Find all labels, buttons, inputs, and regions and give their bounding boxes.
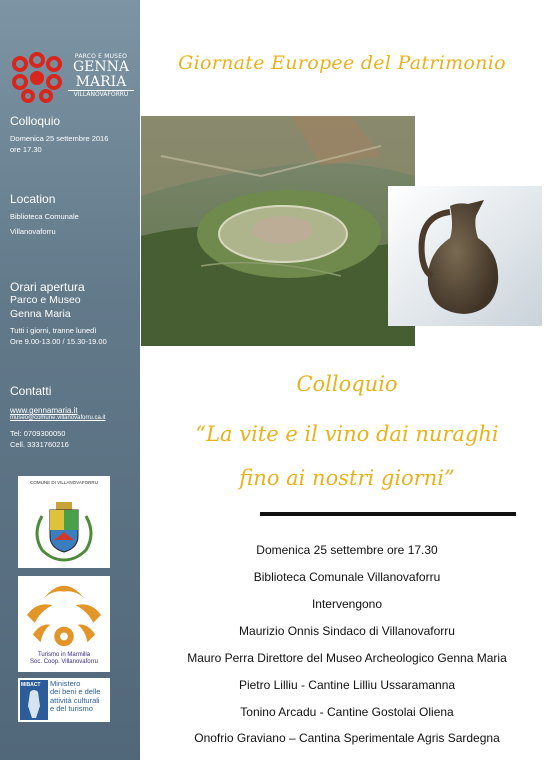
comune-badge-label: COMUNE DI VILLANOVAFORRU (30, 480, 98, 485)
mibact-line4: e del turismo (50, 703, 93, 713)
logo-line3: MARIA (75, 73, 127, 90)
turismo-badge-text (18, 652, 110, 666)
orari-heading: Orari apertura (10, 280, 85, 294)
info-line-speaker-onnis: Maurizio Onnis Sindaco di Villanovaforru (239, 624, 455, 638)
logo-text (68, 54, 134, 98)
info-line-speaker-arcadu: Tonino Arcadu - Cantine Gostolai Oliena (240, 705, 454, 719)
mibact-mark (20, 680, 48, 720)
turismo-badge (18, 576, 110, 672)
mibact-abbr: MiBACT (21, 682, 41, 688)
info-line-date: Domenica 25 settembre ore 17.30 (256, 543, 438, 557)
colloquio-time: ore 17.30 (10, 144, 42, 154)
orari-line3: Tutti i giorni, tranne lunedì (10, 326, 97, 336)
website-link[interactable]: www.gennamaria.it (10, 406, 78, 415)
sidebar-location (10, 192, 136, 238)
comune-badge (18, 476, 110, 568)
info-line-speaker-graviano: Onofrio Graviano – Cantina Sperimentale Agris Sardegna (194, 731, 500, 745)
sidebar (0, 0, 140, 760)
email-link[interactable]: museo@comune.villanovaforru.ca.it (10, 415, 106, 421)
location-line1: Biblioteca Comunale (10, 212, 79, 221)
logo-line4: VILLANOVAFORRU (68, 90, 134, 98)
mibact-line2: dei beni e delle (50, 687, 101, 697)
turismo-logo-icon (18, 576, 110, 654)
turismo-line2: Soc. Coop. Villanovaforru (30, 658, 98, 665)
logo-line1: PARCO E MUSEO (74, 53, 128, 60)
info-line-venue: Biblioteca Comunale Villanovaforru (253, 570, 441, 584)
mibact-badge (18, 678, 110, 722)
talk-kind: Colloquio (296, 372, 398, 396)
orari-line1: Parco e Museo (10, 294, 81, 306)
mibact-line3: attività culturali (50, 695, 100, 705)
logo-line2: GENNA (72, 59, 129, 75)
statue-icon (20, 680, 48, 720)
turismo-line1: Turismo in Marmilla (37, 652, 91, 658)
info-line-speaker-perra: Mauro Perra Direttore del Museo Archeologico Genna Maria (187, 651, 507, 665)
contatti-cell: Cell. 3331760216 (10, 439, 69, 449)
mibact-text (50, 680, 110, 713)
wine-jug-photo (388, 186, 542, 326)
info-line-intervengono: Intervengono (311, 597, 383, 611)
mibact-line1: Ministero (50, 679, 81, 688)
contatti-tel: Tel: 0709300050 (10, 429, 66, 438)
contatti-heading: Contatti (10, 384, 52, 398)
aerial-photo-nuraghe (141, 116, 415, 346)
info-line-speaker-lilliu: Pietro Lilliu - Cantine Lilliu Ussaramanna (238, 678, 456, 692)
orari-line2: Genna Maria (10, 307, 71, 320)
genna-maria-logo-icon (10, 52, 64, 104)
genna-maria-logo (10, 50, 130, 108)
event-title: Giornate Europee del Patrimonio (178, 52, 506, 74)
divider-rule (260, 512, 516, 516)
location-line2: Villanovaforru (10, 226, 56, 236)
coat-of-arms-icon (18, 486, 110, 566)
colloquio-heading: Colloquio (10, 114, 61, 128)
talk-title-line2: fino ai nostri giorni” (239, 466, 455, 490)
sidebar-contatti (10, 384, 136, 451)
location-heading: Location (10, 192, 56, 206)
talk-title-line1: “La vite e il vino dai nuraghi (195, 422, 499, 446)
orari-line4: Ore 9.00-13.00 / 15.30-19.00 (10, 337, 107, 347)
colloquio-date: Domenica 25 settembre 2016 (10, 134, 109, 143)
sidebar-colloquio (10, 114, 136, 156)
sidebar-orari (10, 280, 136, 348)
